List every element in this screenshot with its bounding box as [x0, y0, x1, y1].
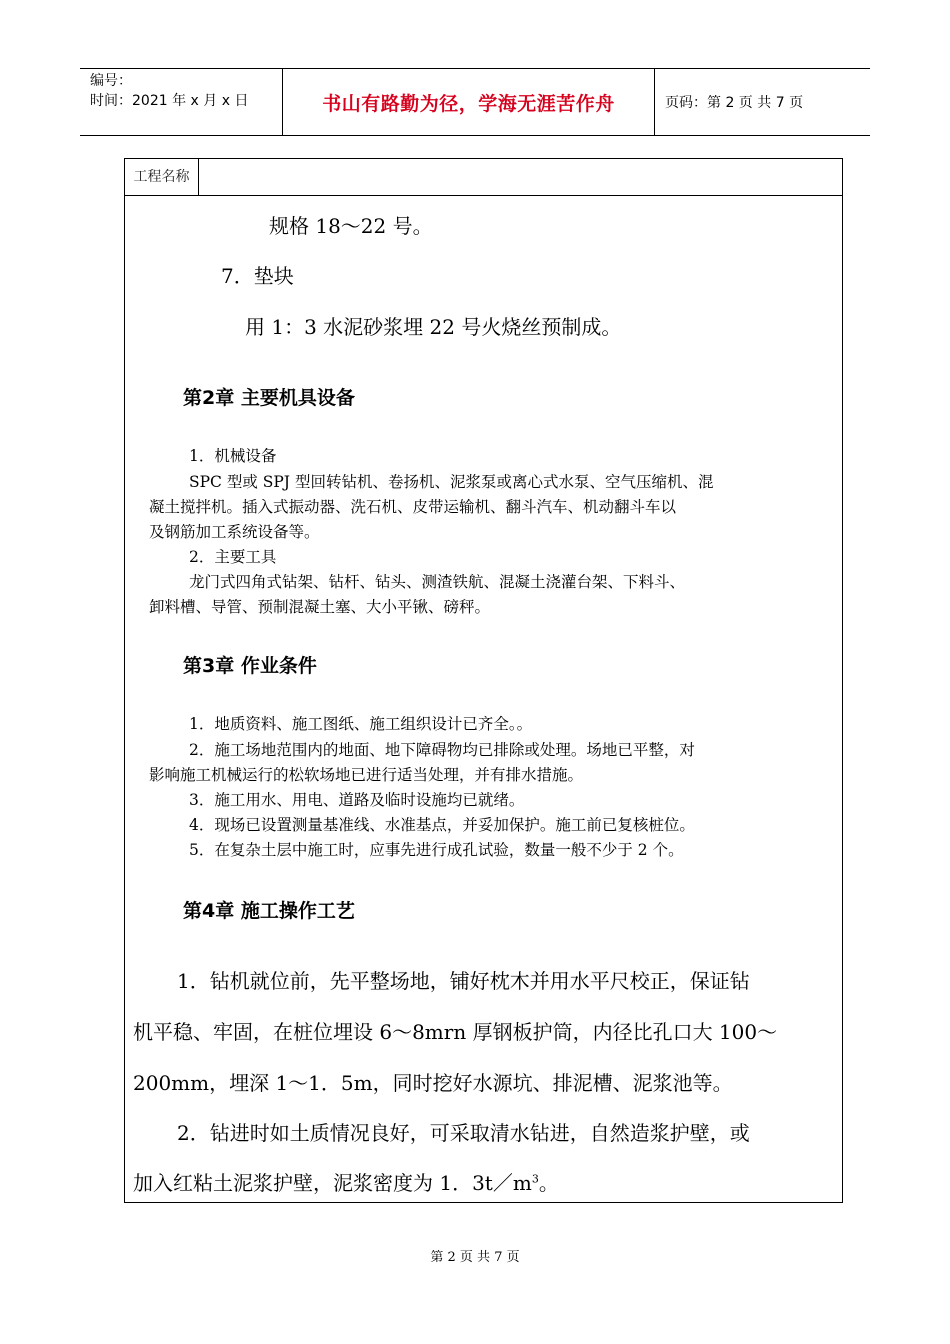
document-number-label: 编号： — [90, 73, 132, 89]
ch2-section-2-line: 龙门式四角式钻架、钻杆、钻头、测渣铁航、混凝土浇灌台架、下料斗、 — [189, 573, 686, 591]
density-text: 加入红粘土泥浆护壁，泥浆密度为 1．3t／m — [133, 1171, 532, 1195]
ch4-paragraph-2: 2．钻进时如土质情况良好，可采取清水钻进，自然造浆护壁，或 — [177, 1121, 750, 1145]
header-meta-cell — [80, 69, 283, 135]
ch3-item-2: 2．施工场地范围内的地面、地下障碍物均已排除或处理。场地已平整，对 — [189, 741, 695, 759]
item7-title: 7．垫块 — [221, 264, 294, 288]
document-header — [80, 68, 870, 136]
chapter-4-title: 第4章 施工操作工艺 — [183, 900, 355, 922]
density-superscript: 3 — [531, 1172, 539, 1186]
content-form-table — [124, 158, 843, 1203]
ch3-item-4: 4．现场已设置测量基准线、水准基点，并妥加保护。施工前已复核桩位。 — [189, 816, 695, 834]
header-motto: 书山有路勤为径，学海无涯苦作舟 — [283, 69, 655, 135]
ch3-item-2-cont: 影响施工机械运行的松软场地已进行适当处理，并有排水措施。 — [149, 766, 584, 784]
spec-line: 规格 18～22 号。 — [269, 214, 433, 238]
document-date: 时间：2021 年 x 月 x 日 — [90, 93, 249, 109]
ch2-section-1-title: 1．机械设备 — [189, 447, 277, 465]
ch3-item-1: 1．地质资料、施工图纸、施工组织设计已齐全。。 — [189, 715, 533, 733]
ch2-section-1-line: 及钢筋加工系统设备等。 — [149, 523, 320, 541]
page-footer: 第 2 页 共 7 页 — [430, 1250, 520, 1265]
project-name-label: 工程名称 — [125, 159, 199, 195]
ch2-section-1-line: SPC 型或 SPJ 型回转钻机、卷扬机、泥浆泵或离心式水泵、空气压缩机、混 — [189, 473, 714, 491]
ch4-paragraph-1: 1．钻机就位前，先平整场地，铺好枕木并用水平尺校正，保证钻 — [177, 969, 750, 993]
ch4-paragraph-1-cont: 机平稳、牢固，在桩位埋设 6～8mrn 厚钢板护筒，内径比孔口大 100～ — [133, 1020, 778, 1044]
item7-text: 用 1：3 水泥砂浆埋 22 号火烧丝预制成。 — [245, 315, 622, 339]
density-end: 。 — [538, 1171, 559, 1195]
project-name-row — [125, 159, 842, 196]
chapter-3-title: 第3章 作业条件 — [183, 655, 317, 677]
ch4-paragraph-2-cont — [133, 1167, 559, 1196]
ch3-item-3: 3．施工用水、用电、道路及临时设施均已就绪。 — [189, 791, 525, 809]
chapter-2-title: 第2章 主要机具设备 — [183, 387, 355, 409]
ch2-section-2-title: 2．主要工具 — [189, 548, 277, 566]
header-page-info: 页码：第 2 页 共 7 页 — [665, 95, 804, 111]
ch3-item-5: 5．在复杂土层中施工时，应事先进行成孔试验，数量一般不少于 2 个。 — [189, 841, 684, 859]
ch2-section-1-line: 凝土搅拌机。插入式振动器、洗石机、皮带运输机、翻斗汽车、机动翻斗车以 — [149, 498, 677, 516]
ch2-section-2-line: 卸料槽、导管、预制混凝土塞、大小平锹、磅秤。 — [149, 598, 491, 616]
ch4-paragraph-1-cont: 200mm，埋深 1～1．5m，同时挖好水源坑、排泥槽、泥浆池等。 — [133, 1071, 733, 1095]
